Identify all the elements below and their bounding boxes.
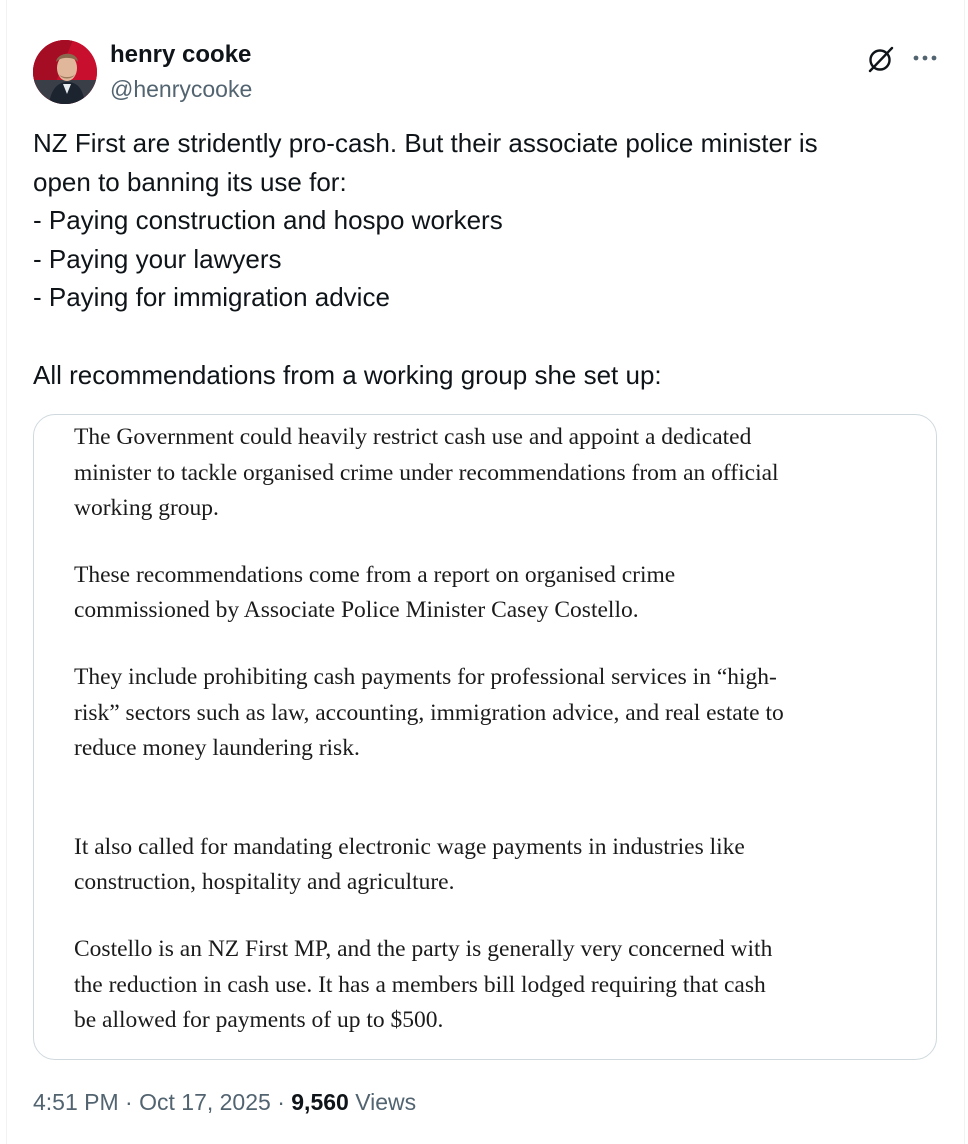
quote-line: These recommendations come from a report on organised crime bbox=[74, 561, 676, 588]
profile-photo-icon bbox=[33, 40, 97, 104]
tweet-line: - Paying construction and hospo workers bbox=[33, 205, 503, 236]
quoted-article-text bbox=[74, 420, 904, 1039]
grok-icon[interactable] bbox=[866, 44, 896, 74]
views-label: Views bbox=[348, 1089, 417, 1115]
tweet-date[interactable]: Oct 17, 2025 bbox=[139, 1089, 271, 1115]
quote-line: the reduction in cash use. It has a members bill lodged requiring that cash bbox=[74, 971, 766, 998]
tweet-paragraph-gap bbox=[33, 317, 933, 356]
quote-line: Costello is an NZ First MP, and the party is generally very concerned with bbox=[74, 935, 773, 962]
quote-line: It also called for mandating electronic wage payments in industries like bbox=[74, 833, 745, 860]
quote-line: risk” sectors such as law, accounting, immigration advice, and real estate to bbox=[74, 699, 784, 726]
quote-line: They include prohibiting cash payments for professional services in “high- bbox=[74, 663, 777, 690]
quote-line: The Government could heavily restrict cash use and appoint a dedicated bbox=[74, 424, 752, 450]
author-name[interactable]: henry cooke bbox=[110, 41, 252, 68]
tweet-line: - Paying your lawyers bbox=[33, 243, 282, 274]
quote-paragraph-gap bbox=[74, 901, 904, 932]
frame-border-left bbox=[6, 0, 7, 1144]
tweet-time[interactable]: 4:51 PM bbox=[33, 1089, 119, 1115]
quote-line: minister to tackle organised crime under recommendations from an official bbox=[74, 459, 779, 486]
quote-line: be allowed for payments of up to $500. bbox=[74, 1007, 444, 1034]
tweet-line: open to banning its use for: bbox=[33, 166, 347, 197]
quote-line: working group. bbox=[74, 495, 219, 522]
quote-line: construction, hospitality and agriculture. bbox=[74, 869, 455, 896]
quote-paragraph-gap bbox=[74, 629, 904, 660]
views-count: 9,560 bbox=[291, 1089, 349, 1115]
tweet-line: - Paying for immigration advice bbox=[33, 282, 390, 313]
tweet-meta bbox=[33, 1087, 416, 1117]
more-horizontal-icon[interactable] bbox=[912, 48, 938, 68]
tweet-line: NZ First are stridently pro-cash. But their associate police minister is bbox=[33, 128, 818, 158]
tweet-line: All recommendations from a working group she set up: bbox=[33, 359, 662, 390]
quote-paragraph-gap bbox=[74, 527, 904, 558]
avatar[interactable] bbox=[33, 40, 97, 104]
quote-paragraph-gap bbox=[74, 767, 904, 830]
author-handle[interactable]: @henrycooke bbox=[110, 76, 253, 102]
frame-border-right bbox=[964, 0, 965, 1144]
quote-line: commissioned by Associate Police Minister Casey Costello. bbox=[74, 597, 639, 624]
meta-separator: · bbox=[118, 1089, 140, 1115]
quote-line: reduce money laundering risk. bbox=[74, 735, 360, 762]
meta-separator: · bbox=[270, 1089, 292, 1115]
tweet-text bbox=[33, 124, 933, 394]
